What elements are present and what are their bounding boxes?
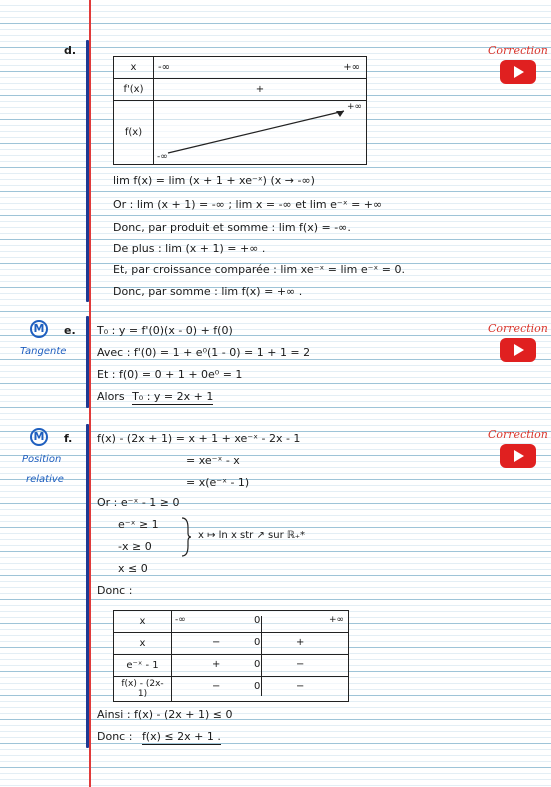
youtube-play-icon[interactable]: [500, 338, 536, 362]
sign-header-right: +∞: [328, 615, 344, 625]
tangent-conclusion-prefix: Alors: [97, 390, 125, 403]
limit-line-3: Donc, par produit et somme : lim f(x) = -∞.: [113, 221, 351, 234]
question-f-label: f.: [64, 432, 73, 445]
or-line-2: e⁻ˣ ≥ 1: [118, 518, 159, 531]
table-f-label: f(x): [114, 101, 154, 165]
tangent-conclusion: [97, 390, 213, 403]
sign-header-left: -∞: [175, 615, 186, 625]
side-label-tangente: Tangente: [20, 346, 67, 357]
brace-note: x ↦ ln x str ↗ sur ℝ₊*: [198, 530, 306, 541]
donc-final-prefix: Donc :: [97, 730, 133, 743]
sign-row-label-3: f(x) - (2x-1): [114, 677, 172, 702]
correction-e-label: Correction: [488, 322, 548, 335]
or-line-1: Or : e⁻ˣ - 1 ≥ 0: [97, 496, 180, 509]
sign-header-zero: 0: [254, 615, 261, 626]
method-badge-e: M: [30, 320, 48, 338]
brace-icon: [180, 516, 192, 558]
question-e-label: e.: [64, 324, 76, 337]
sign-row-1-zero: 0: [254, 637, 261, 648]
correction-e[interactable]: [488, 322, 548, 362]
correction-d[interactable]: [488, 44, 548, 84]
diff-line-1: f(x) - (2x + 1) = x + 1 + xe⁻ˣ - 2x - 1: [97, 432, 301, 445]
increasing-arrow: [154, 101, 360, 163]
sign-row-2-left: +: [212, 659, 221, 670]
limit-line-6: Donc, par somme : lim f(x) = +∞ .: [113, 285, 303, 298]
table-x-range: [154, 57, 367, 79]
correction-d-label: Correction: [488, 44, 548, 57]
correction-f[interactable]: [488, 428, 548, 468]
side-label-relative: relative: [26, 474, 64, 485]
section-d-bar: [86, 40, 89, 302]
tangent-line-1: T₀ : y = f'(0)(x - 0) + f(0): [97, 324, 233, 337]
sign-row-3-zero: 0: [254, 681, 261, 692]
section-e-bar: [86, 316, 89, 408]
ainsi-line: Ainsi : f(x) - (2x + 1) ≤ 0: [97, 708, 233, 721]
sign-row-3-right: −: [296, 681, 305, 692]
sign-row-1: [172, 633, 349, 655]
youtube-play-icon[interactable]: [500, 60, 536, 84]
table-x-label: x: [114, 57, 154, 79]
sign-row-1-right: +: [296, 637, 305, 648]
sign-row-2-zero: 0: [254, 659, 261, 670]
donc-final-line: [97, 730, 221, 743]
sign-row-2: [172, 655, 349, 677]
side-label-position: Position: [22, 454, 62, 465]
sign-row-3-left: −: [212, 681, 221, 692]
table-fprime-label: f'(x): [114, 79, 154, 101]
sign-table-header-range: [172, 611, 349, 633]
diff-line-2: = xe⁻ˣ - x: [186, 454, 240, 467]
tangent-line-2: Avec : f'(0) = 1 + e⁰(1 - 0) = 1 + 1 = 2: [97, 346, 311, 359]
question-d-label: d.: [64, 44, 77, 57]
table-f-high: +∞: [346, 102, 362, 112]
tangent-equation: T₀ : y = 2x + 1: [132, 390, 214, 403]
limit-line-4: De plus : lim (x + 1) = +∞ .: [113, 242, 266, 255]
correction-f-label: Correction: [488, 428, 548, 441]
sign-table-header-x: x: [114, 611, 172, 633]
section-f-bar: [86, 424, 89, 748]
method-badge-f: M: [30, 428, 48, 446]
table-f-low: -∞: [157, 152, 168, 162]
or-line-3: -x ≥ 0: [118, 540, 152, 553]
table-f-variation: [154, 101, 367, 165]
donc-label: Donc :: [97, 584, 133, 597]
sign-row-2-right: −: [296, 659, 305, 670]
sign-row-label-2: e⁻ˣ - 1: [114, 655, 172, 677]
table-x-left: -∞: [158, 62, 170, 73]
or-line-4: x ≤ 0: [118, 562, 148, 575]
sign-row-label-1: x: [114, 633, 172, 655]
limit-line-5: Et, par croissance comparée : lim xe⁻ˣ = lim e⁻ˣ = 0.: [113, 263, 405, 276]
limit-line-2: Or : lim (x + 1) = -∞ ; lim x = -∞ et lim e⁻ˣ = +∞: [113, 198, 383, 211]
margin-line: [89, 0, 91, 787]
sign-row-1-left: −: [212, 637, 221, 648]
table-fprime-sign: +: [154, 79, 367, 101]
zero-vertical-line: [261, 616, 262, 696]
table-x-right: +∞: [343, 62, 360, 73]
tangent-line-3: Et : f(0) = 0 + 1 + 0e⁰ = 1: [97, 368, 243, 381]
youtube-play-icon[interactable]: [500, 444, 536, 468]
sign-row-3: [172, 677, 349, 702]
variation-table-d: [113, 56, 367, 165]
diff-line-3: = x(e⁻ˣ - 1): [186, 476, 250, 489]
donc-final-inequality: f(x) ≤ 2x + 1 .: [141, 730, 221, 743]
limit-line-1: lim f(x) = lim (x + 1 + xe⁻ˣ) (x → -∞): [113, 174, 315, 187]
sign-table-f: [113, 610, 349, 702]
